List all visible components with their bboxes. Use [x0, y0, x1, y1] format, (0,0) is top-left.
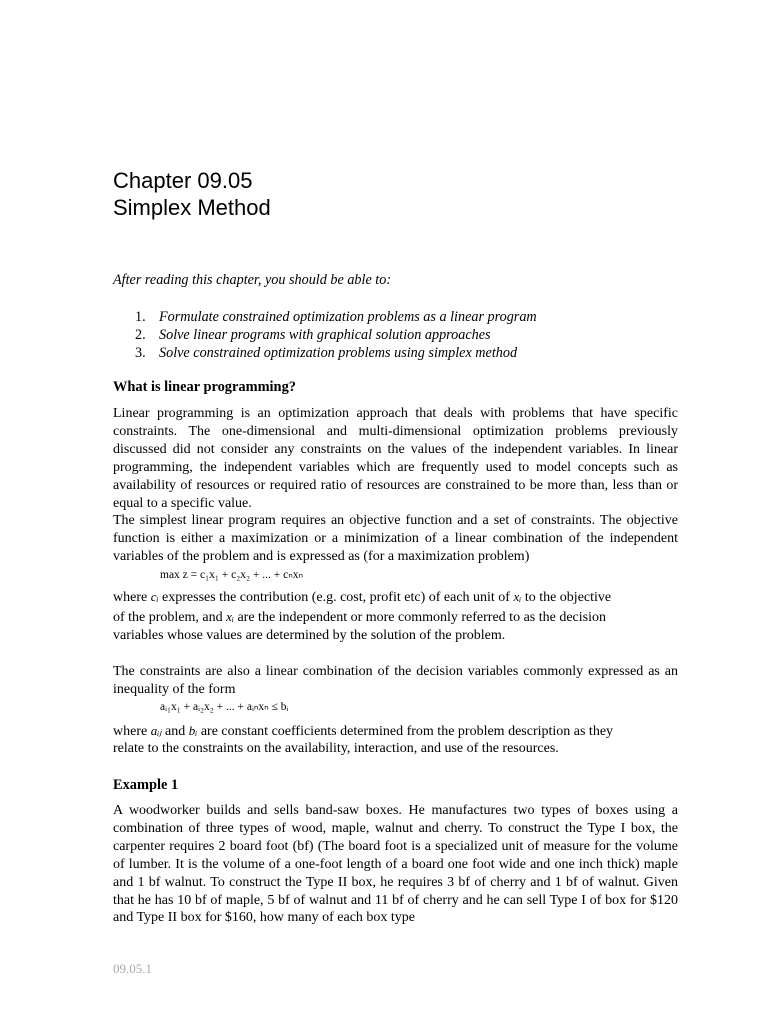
- example-heading: Example 1: [113, 777, 179, 793]
- paragraph: [113, 722, 678, 741]
- paragraph: The simplest linear program requires an objective function and a set of constraints. The objective function is either a maximization or a minimization of a linear combination of the independent variables of the problem and is expressed as (for a maximization problem): [113, 513, 678, 564]
- list-text: Formulate constrained optimization problems as a linear program: [159, 309, 537, 325]
- paragraph: The constraints are also a linear combination of the decision variables commonly expressed as an inequality of the form: [113, 664, 678, 697]
- objectives-list: [113, 308, 537, 362]
- variable-xi: xᵢ: [513, 589, 522, 604]
- list-item: [113, 308, 537, 326]
- list-item: [113, 344, 537, 362]
- list-number: 1.: [135, 309, 146, 325]
- paragraph: [113, 608, 678, 627]
- text-span: of the problem, and: [113, 610, 223, 625]
- paragraph: Linear programming is an optimization approach that deals with problems that have specific constraints. The one-dimensional and multi-dimensional optimization problems previously discussed did not consider any constraints on the values of the independent variables. In linear programming, the independent variables which are frequently used to model concepts such as availability of resources or required ratio of resources are constrained to be more than, less than or equal to a specific value.: [113, 406, 678, 511]
- list-text: Solve constrained optimization problems using simplex method: [159, 345, 518, 361]
- page-number: 09.05.1: [113, 961, 152, 976]
- paragraph: A woodworker builds and sells band-saw boxes. He manufactures two types of boxes using a combination of three types of wood, maple, walnut and cherry. To construct the Type I box, the carpenter requires 2 board foot (bf) (The board foot is a specialized unit of measure for the volume of lumber. It is the volume of a one-foot length of a board one foot wide and one inch thick) maple and 1 bf walnut. To construct the Type II box, he requires 3 bf of cherry and 1 bf of walnut. Given that he has 10 bf of maple, 5 bf of walnut and 11 bf of cherry and he can sell Type I of box for $120 and Type II box for $160, how many of each box type: [113, 803, 678, 926]
- paragraph: relate to the constraints on the availability, interaction, and use of the resources.: [113, 741, 559, 756]
- text-span: to the objective: [524, 590, 612, 605]
- list-number: 2.: [135, 327, 146, 343]
- text-span: are constant coefficients determined from the problem description as they: [200, 724, 614, 739]
- variable-aij: aᵢⱼ: [150, 723, 162, 738]
- paragraph: [113, 588, 678, 607]
- text-span: where: [113, 724, 148, 739]
- text-span: where: [113, 590, 148, 605]
- chapter-heading: [113, 167, 271, 221]
- list-item: [113, 326, 537, 344]
- text-span: are the independent or more commonly referred to as the decision: [237, 610, 606, 625]
- intro-text: After reading this chapter, you should be able to:: [113, 272, 392, 288]
- paragraph: variables whose values are determined by the solution of the problem.: [113, 628, 506, 643]
- chapter-number: Chapter 09.05: [113, 168, 253, 193]
- variable-xi: xᵢ: [226, 609, 234, 624]
- objective-equation: max z = c₁x₁ + c₂x₂ + ... + cₙxₙ: [160, 569, 304, 581]
- constraint-equation: aᵢ₁x₁ + aᵢ₂x₂ + ... + aᵢₙxₙ ≤ bᵢ: [160, 701, 289, 713]
- variable-bi: bᵢ: [188, 723, 198, 738]
- list-number: 3.: [135, 345, 146, 361]
- chapter-title: Simplex Method: [113, 195, 271, 220]
- variable-ci: cᵢ: [150, 589, 159, 604]
- text-span: and: [165, 724, 186, 739]
- section-heading: What is linear programming?: [113, 379, 296, 395]
- text-span: expresses the contribution (e.g. cost, profit etc) of each unit of: [162, 590, 510, 605]
- list-text: Solve linear programs with graphical solution approaches: [159, 327, 491, 343]
